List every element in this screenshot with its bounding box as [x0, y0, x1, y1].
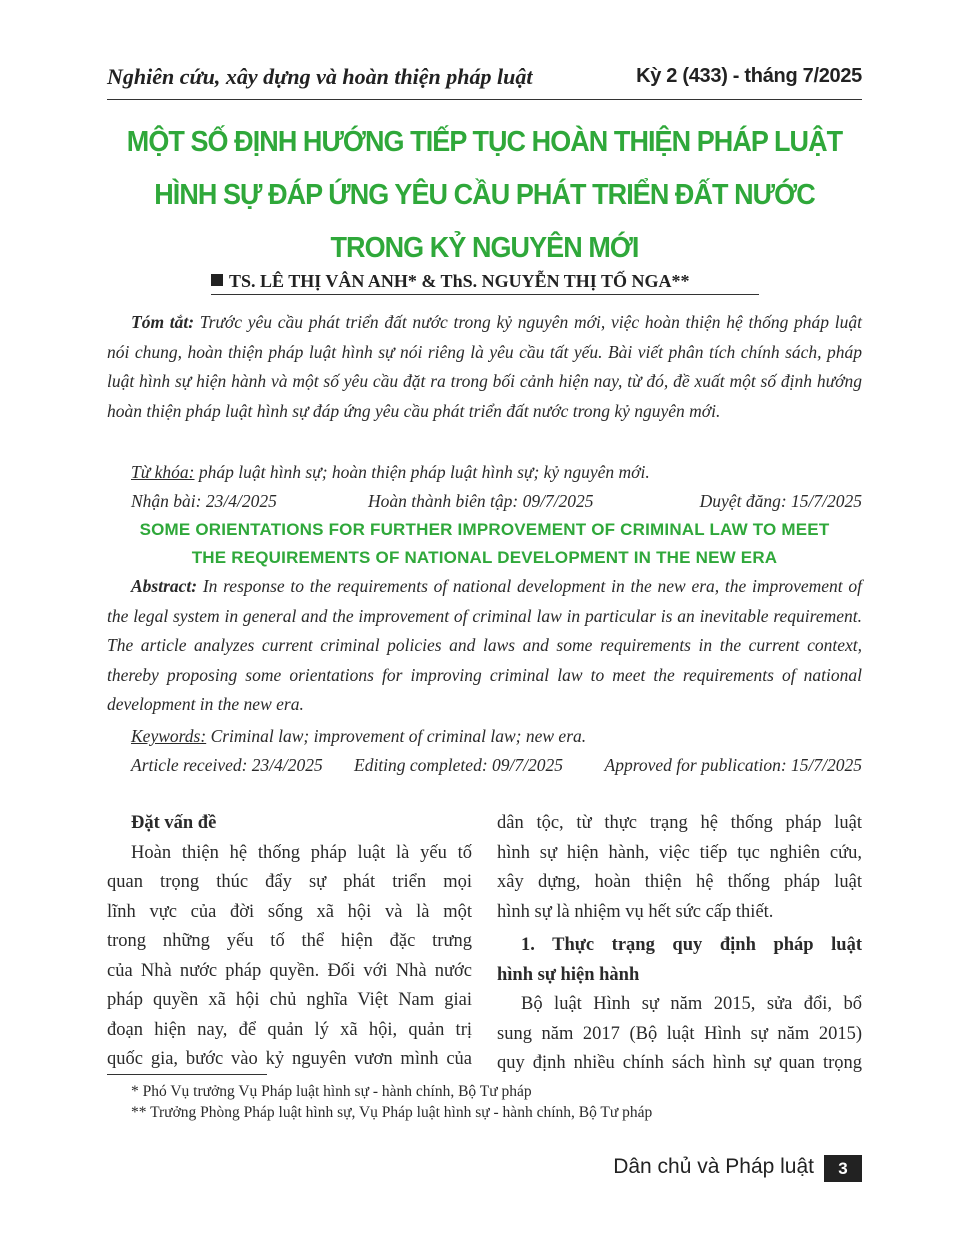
body-line: trong những yếu tố thể hiện đặc trưng	[107, 931, 472, 951]
page-number: 3	[824, 1155, 862, 1182]
approved-publication-date: Approved for publication: 15/7/2025	[604, 755, 862, 775]
abstract-label: Abstract:	[131, 576, 198, 596]
journal-section-name: Nghiên cứu, xây dựng và hoàn thiện pháp luật	[107, 64, 533, 89]
author-names: TS. LÊ THỊ VÂN ANH* & ThS. NGUYỄN THỊ TỐ NGA**	[229, 271, 690, 291]
section-heading-intro: Đặt vấn đề	[131, 813, 217, 833]
body-line: quốc gia, bước vào kỷ nguyên vươn mình của	[107, 1049, 472, 1069]
title-line-2: HÌNH SỰ ĐÁP ỨNG YÊU CẦU PHÁT TRIỂN ĐẤT NƯỚC	[154, 179, 815, 211]
keywords-en	[107, 722, 862, 752]
english-title	[107, 516, 862, 572]
body-right-column	[497, 809, 862, 1079]
footer-journal-title: Dân chủ và Pháp luật	[613, 1155, 814, 1178]
summary-text: Trước yêu cầu phát triển đất nước trong kỷ nguyên mới, việc hoàn thiện hệ thống pháp luật nói chung, hoàn thiện pháp luật hình sự nói riêng là yêu cầu tất yếu. Bài viết phân tích chính sách, pháp luật hình sự hiện hành và một số yêu cầu đặt ra trong bối cảnh hiện nay, từ đó, đề xuất một số định hướng hoàn thiện pháp luật hình sự đáp ứng yêu cầu phát triển đất nước trong kỷ nguyên mới.	[107, 312, 862, 421]
article-received-date: Article received: 23/4/2025	[131, 755, 323, 775]
body-line: dân tộc, từ thực trạng hệ thống pháp luật	[497, 813, 862, 833]
body-line: hình sự hiện hành, việc tiếp tục nghiên cứu,	[497, 842, 862, 863]
keywords-text: pháp luật hình sự; hoàn thiện pháp luật hình sự; kỷ nguyên mới.	[198, 462, 650, 482]
english-title-line-2: THE REQUIREMENTS OF NATIONAL DEVELOPMENT IN THE NEW ERA	[191, 548, 778, 567]
title-line-1: MỘT SỐ ĐỊNH HƯỚNG TIẾP TỤC HOÀN THIỆN PHÁP LUẬT	[126, 126, 843, 158]
body-line: đoạn hiện nay, để quản lý xã hội, quản trị	[107, 1019, 472, 1040]
footnote-1: * Phó Vụ trưởng Vụ Pháp luật hình sự - hành chính, Bộ Tư pháp	[131, 1083, 532, 1100]
square-bullet-icon	[211, 274, 223, 286]
section-heading-1-line-2: hình sự hiện hành	[497, 964, 640, 985]
header-divider	[107, 99, 862, 100]
issue-info: Kỳ 2 (433) - tháng 7/2025	[636, 65, 862, 87]
section-1-paragraph	[497, 990, 862, 1079]
summary-label: Tóm tắt:	[131, 312, 195, 332]
received-date: Nhận bài: 23/4/2025	[131, 491, 277, 511]
title-line-3: TRONG KỶ NGUYÊN MỚI	[330, 232, 639, 264]
footnote-2: ** Trưởng Phòng Pháp luật hình sự, Vụ Pháp luật hình sự - hành chính, Bộ Tư pháp	[131, 1104, 653, 1121]
english-title-line-1: SOME ORIENTATIONS FOR FURTHER IMPROVEMENT OF CRIMINAL LAW TO MEET	[139, 520, 830, 539]
keywords-en-label: Keywords:	[131, 726, 207, 746]
approved-date: Duyệt đăng: 15/7/2025	[699, 491, 862, 511]
abstract-text: In response to the requirements of national development in the new era, the improvement of the legal system in general and the improvement of criminal law in particular is an inevitable requirement. The article analyzes current criminal policies and laws and some requirements in the current context, thereby proposing some orientations for improving criminal law to meet the requirements of national development in the new era.	[107, 576, 862, 714]
article-title	[90, 116, 880, 275]
section-heading-1	[497, 931, 862, 990]
body-line: của Nhà nước pháp quyền. Đối với Nhà nước	[107, 960, 472, 981]
body-line: quy định nhiều chính sách hình sự quan trọng	[497, 1053, 862, 1073]
body-line: hình sự là nhiệm vụ hết sức cấp thiết.	[497, 901, 774, 922]
footnote-divider	[107, 1074, 267, 1075]
body-line: sung năm 2017 (Bộ luật Hình sự năm 2015)	[497, 1023, 862, 1044]
body-line: pháp quyền xã hội chủ nghĩa Việt Nam giai	[107, 990, 472, 1010]
authors	[211, 271, 689, 292]
body-line: Bộ luật Hình sự năm 2015, sửa đổi, bổ	[521, 994, 862, 1014]
body-line: lĩnh vực của đời sống xã hội và là một	[107, 901, 472, 922]
body-left-column	[107, 809, 472, 1075]
keywords-label: Từ khóa:	[131, 462, 195, 482]
keywords-en-text: Criminal law; improvement of criminal law; new era.	[210, 726, 587, 746]
intro-paragraph	[107, 839, 472, 1075]
intro-paragraph-continued	[497, 809, 862, 927]
edited-date: Hoàn thành biên tập: 09/7/2025	[368, 491, 594, 511]
body-line: xây dựng, hoàn thiện hệ thống pháp luật	[497, 872, 862, 892]
running-header	[107, 62, 862, 96]
summary-vi	[107, 308, 862, 426]
author-divider	[211, 294, 759, 295]
body-line: quan trọng thúc đẩy sự phát triển mọi	[107, 872, 472, 892]
body-line: Hoàn thiện hệ thống pháp luật là yếu tố	[131, 842, 472, 863]
section-heading-1-line-1: 1. Thực trạng quy định pháp luật	[521, 935, 862, 955]
editing-completed-date: Editing completed: 09/7/2025	[354, 755, 563, 775]
keywords-vi	[107, 458, 862, 488]
abstract-en	[107, 572, 862, 720]
